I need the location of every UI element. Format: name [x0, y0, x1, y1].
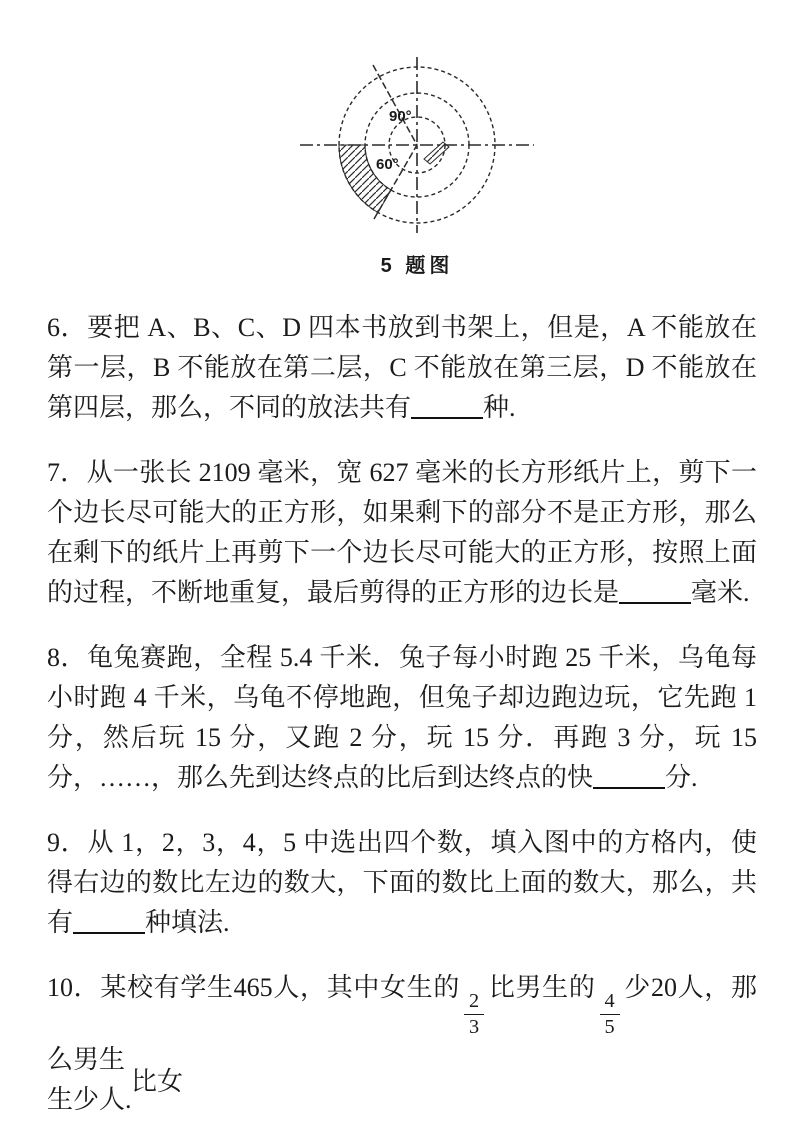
- problem-7: [47, 453, 757, 613]
- fraction-four-fifths: [600, 990, 620, 1040]
- problem-10-part1: 10．某校有学生465人，其中女生的: [47, 973, 461, 1002]
- answer-blank: [411, 392, 483, 419]
- problem-10: [47, 968, 757, 1120]
- problem-7-text: 7．从一张长 2109 毫米，宽 627 毫米的长方形纸片上，剪下一个边长尽可能大的正方形，如果剩下的部分不是正方形，那么在剩下的纸片上再剪下一个边长尽可能大的正方形，按照上面的过程，不断地重复，最后剪得的正方形的边长是: [47, 458, 757, 607]
- problem-9-text: 9．从 1，2，3，4，5 中选出四个数，填入图中的方格内，使得右边的数比左边的数大，下面的数比上面的数大，那么，共有: [47, 828, 757, 937]
- angle-label-90: 90°: [389, 108, 412, 125]
- angle-label-60: 60°: [376, 156, 399, 173]
- concentric-circles-diagram: [292, 45, 542, 245]
- problem-10-hanging-text: 比女: [131, 1066, 184, 1096]
- fraction-two-thirds: [464, 990, 484, 1040]
- problem-8-suffix: 分.: [665, 763, 698, 792]
- problem-6: [47, 308, 757, 428]
- problem-7-suffix: 毫米.: [691, 578, 750, 607]
- problem-10-part3: 少20人，那么男生: [47, 973, 757, 1074]
- answer-blank: [593, 762, 665, 789]
- problem-9-suffix: 种填法.: [145, 908, 230, 937]
- problem-8: [47, 638, 757, 798]
- fraction-numerator: 2: [464, 990, 484, 1015]
- problem-10-line2: 生少人.: [47, 1084, 132, 1114]
- problems-list: [0, 278, 793, 1120]
- answer-blank: [73, 907, 145, 934]
- problem-9: [47, 823, 757, 943]
- problem-10-part2: 比男生的: [488, 973, 596, 1002]
- figure-caption: 5 题图: [380, 255, 454, 277]
- fraction-denominator: 3: [469, 1016, 480, 1039]
- problem-8-text: 8．龟兔赛跑，全程 5.4 千米．兔子每小时跑 25 千米，乌龟每小时跑 4 千米，乌龟不停地跑，但兔子却边跑边玩，它先跑 1 分，然后玩 15 分，又跑 2 分，玩 15 分．再跑 3 分，玩 15 分，……，那么先到达终点的比后到达终点的快: [47, 643, 757, 792]
- fraction-denominator: 5: [604, 1016, 615, 1039]
- problem-6-text: 6．要把 A、B、C、D 四本书放到书架上，但是，A 不能放在第一层，B 不能放在第二层，C 不能放在第三层，D 不能放在第四层，那么，不同的放法共有: [47, 313, 757, 422]
- problem5-figure: [292, 45, 542, 278]
- fraction-numerator: 4: [600, 990, 620, 1015]
- problem-6-suffix: 种.: [483, 393, 516, 422]
- answer-blank: [619, 577, 691, 604]
